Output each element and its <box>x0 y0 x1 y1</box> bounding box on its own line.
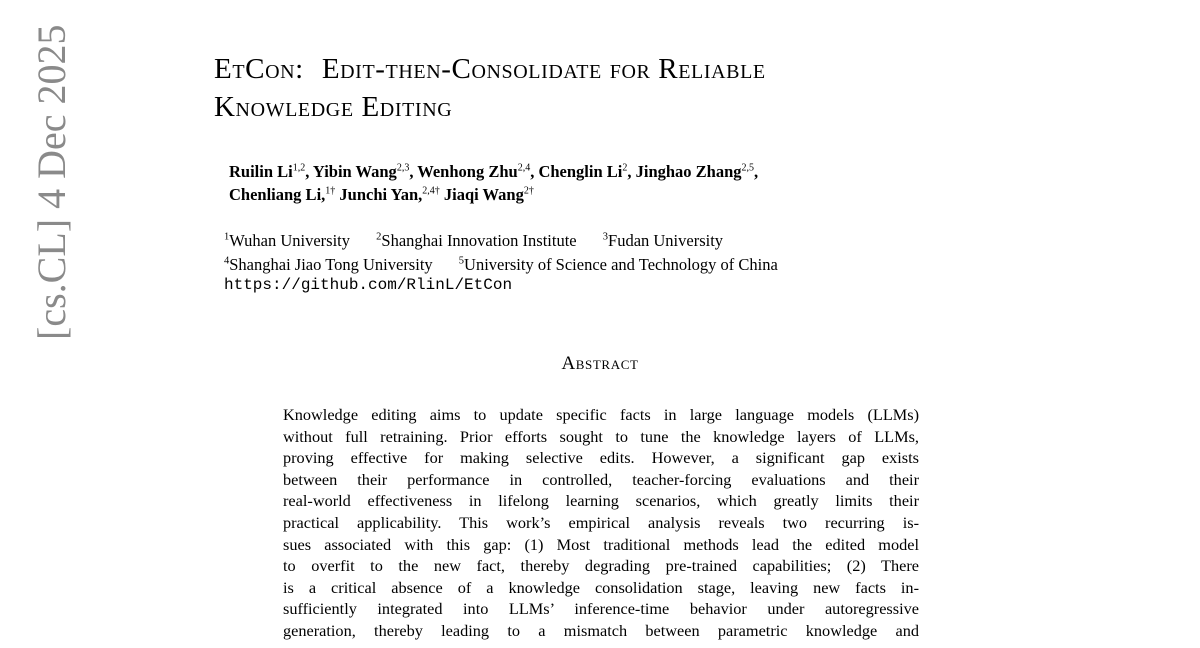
author-name: Chenliang Li, <box>229 185 326 204</box>
abstract-line: to overfit to the new fact, thereby degrading pre-trained capabilities; (2) There <box>283 556 919 576</box>
author-affil-marker: 2,4 <box>517 162 531 174</box>
affiliation-marker: 4 <box>224 255 230 266</box>
affiliation-marker: 2 <box>376 231 382 243</box>
arxiv-stamp: [cs.CL] 4 Dec 2025 <box>29 24 74 340</box>
abstract-line: practical applicability. This work’s empirical analysis reveals two recurring is- <box>283 512 919 532</box>
abstract-line: between their performance in controlled, teacher-forcing evaluations and their <box>283 469 919 489</box>
affiliation-name: Shanghai Innovation Institute <box>381 231 577 250</box>
abstract-heading: Abstract <box>561 353 639 374</box>
author-line-2 <box>229 183 949 206</box>
affiliation-line-2 <box>224 253 984 277</box>
author-name: Yibin Wang <box>312 162 397 181</box>
author-line-1: Ruilin Li$^{1,2}$, Yibin Wang$^{2,3}$, Wenhong Zhu$^{2,4}$, Chenglin Li$^2$, Jinghao Zhang$^{2,5}$, <box>229 162 759 181</box>
title-line-1 <box>214 50 1004 88</box>
author-name: Jinghao Zhang <box>635 162 742 181</box>
affiliation-name: Wuhan University <box>229 231 351 250</box>
affiliation-line-1 <box>224 229 984 253</box>
author-affil-marker: 2,5 <box>741 162 755 174</box>
author-affil-marker: 2,3 <box>396 162 410 174</box>
arxiv-sidebar <box>22 0 82 648</box>
affiliation-marker: 1 <box>224 231 230 243</box>
title-acronym: EtCon: <box>214 53 304 85</box>
affiliation-name: Fudan University <box>608 231 724 250</box>
author-affil-marker: 2,4† <box>422 185 440 197</box>
affiliation-marker: 5 <box>458 255 465 266</box>
author-name: Jiaqi Wang <box>443 185 524 204</box>
abstract-line: sues associated with this gap: (1) Most traditional methods lead the edited model <box>283 534 919 554</box>
code-repository-link[interactable]: https://github.com/RlinL/EtCon <box>224 276 513 294</box>
abstract-line: without full retraining. Prior efforts sought to tune the knowledge layers of LLMs, <box>283 426 919 446</box>
abstract-line: sufficiently integrated into LLMs’ inference-time behavior under autoregressive <box>283 599 919 619</box>
title-line-2: Knowledge Editing <box>214 91 453 123</box>
paper-title <box>214 50 1004 126</box>
author-affil-marker: 2† <box>523 185 534 197</box>
abstract-line: is a critical absence of a knowledge consolidation stage, leaving new facts in- <box>283 577 919 597</box>
author-affil-marker: 1† <box>325 185 336 197</box>
author-affil-marker: 2 <box>622 162 628 174</box>
abstract-line: real-world effectiveness in lifelong learning scenarios, which greatly limits their <box>283 491 919 511</box>
abstract-line: proving effective for making selective edits. However, a significant gap exists <box>283 448 919 468</box>
affiliation-name: Shanghai Jiao Tong University <box>229 254 433 274</box>
author-name: Chenglin Li <box>538 162 623 181</box>
affiliation-name: University of Science and Technology of China <box>464 254 778 274</box>
author-list <box>229 160 949 206</box>
author-name: Junchi Yan, <box>339 185 423 204</box>
author-affil-marker: 1,2 <box>292 162 306 174</box>
author-name: Ruilin Li <box>229 162 293 181</box>
abstract-line: Knowledge editing aims to update specific facts in large language models (LLMs) <box>283 405 919 424</box>
title-main: Edit-then-Consolidate for Reliable <box>321 53 766 85</box>
abstract-body <box>283 404 919 642</box>
affiliation-list <box>224 229 984 276</box>
abstract-line: generation, thereby leading to a mismatch between parametric knowledge and <box>283 620 919 640</box>
author-name: Wenhong Zhu <box>417 162 518 181</box>
affiliation-marker: 3 <box>602 231 609 243</box>
